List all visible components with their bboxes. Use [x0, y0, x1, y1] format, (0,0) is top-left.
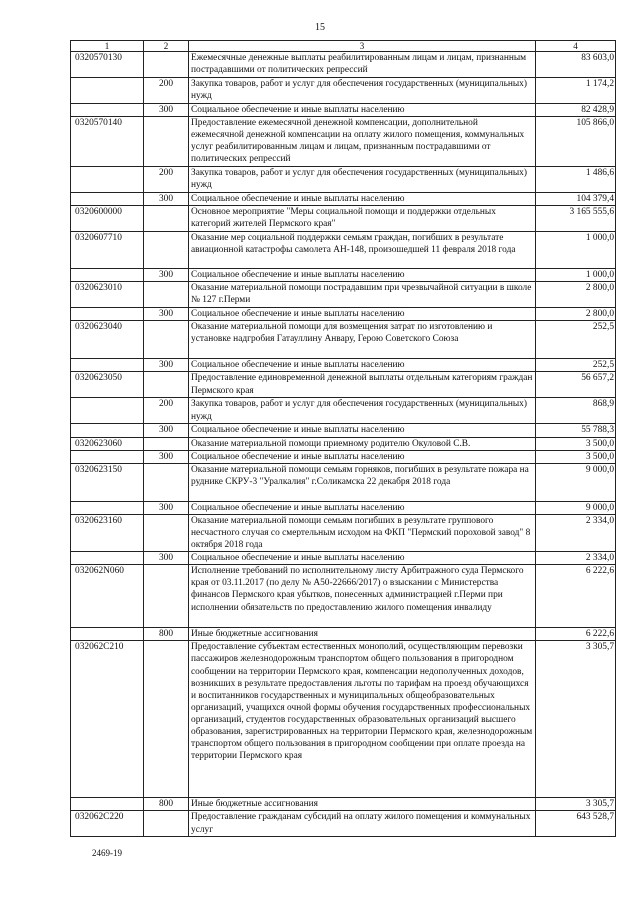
row-name-cell: Социальное обеспечение и иные выплаты населению: [189, 424, 536, 437]
row-amount-cell: 3 165 555,6: [536, 206, 616, 232]
row-expense-type-cell: 300: [144, 424, 189, 437]
row-name-cell: Иные бюджетные ассигнования: [189, 798, 536, 811]
table-row: [71, 193, 616, 206]
row-code-cell: [71, 424, 144, 437]
row-name-cell: Предоставление единовременной денежной выплаты отдельным категориям граждан Пермского края: [189, 372, 536, 398]
row-expense-type-cell: [144, 565, 189, 628]
row-amount-cell: 6 222,6: [536, 565, 616, 628]
row-expense-type-cell: 300: [144, 193, 189, 206]
column-header: 2: [144, 41, 189, 52]
row-expense-type-cell: [144, 321, 189, 359]
row-name-cell: Социальное обеспечение и иные выплаты населению: [189, 193, 536, 206]
row-code-cell: 0320623160: [71, 514, 144, 551]
row-code-cell: [71, 308, 144, 321]
page-number: 15: [315, 22, 325, 33]
row-amount-cell: 643 528,7: [536, 811, 616, 837]
row-code-cell: 0320570130: [71, 52, 144, 78]
row-code-cell: [71, 450, 144, 463]
column-header: 1: [71, 41, 144, 52]
table-row: [71, 424, 616, 437]
table-row: [71, 628, 616, 641]
row-name-cell: Социальное обеспечение и иные выплаты населению: [189, 104, 536, 117]
row-name-cell: Закупка товаров, работ и услуг для обеспечения государственных (муниципальных) нужд: [189, 78, 536, 104]
table-row: [71, 398, 616, 424]
row-code-cell: [71, 501, 144, 514]
table-row: [71, 104, 616, 117]
row-code-cell: 0320623040: [71, 321, 144, 359]
table-header-row: [71, 41, 616, 52]
row-amount-cell: 868,9: [536, 398, 616, 424]
row-amount-cell: 9 000,0: [536, 501, 616, 514]
row-amount-cell: 252,5: [536, 359, 616, 372]
row-name-cell: Оказание материальной помощи семьям погибших в результате группового несчастного случая со смертельным исходом на ФКП "Пермский пороховой завод" 8 октября 2018 года: [189, 514, 536, 551]
row-name-cell: Социальное обеспечение и иные выплаты населению: [189, 308, 536, 321]
row-expense-type-cell: 300: [144, 269, 189, 282]
row-expense-type-cell: 300: [144, 359, 189, 372]
row-name-cell: Закупка товаров, работ и услуг для обеспечения государственных (муниципальных) нужд: [189, 398, 536, 424]
row-code-cell: 0320600000: [71, 206, 144, 232]
row-name-cell: Социальное обеспечение и иные выплаты населению: [189, 269, 536, 282]
table-row: [71, 552, 616, 565]
row-amount-cell: 2 334,0: [536, 514, 616, 551]
table-row: [71, 501, 616, 514]
table-row: [71, 232, 616, 269]
row-name-cell: Социальное обеспечение и иные выплаты населению: [189, 359, 536, 372]
row-code-cell: [71, 104, 144, 117]
table-row: [71, 321, 616, 359]
row-amount-cell: 104 379,4: [536, 193, 616, 206]
row-expense-type-cell: [144, 206, 189, 232]
row-name-cell: Основное мероприятие "Меры социальной помощи и поддержки отдельных категорий жителей Пермского края": [189, 206, 536, 232]
row-expense-type-cell: 300: [144, 308, 189, 321]
row-expense-type-cell: [144, 232, 189, 269]
row-code-cell: 032062C220: [71, 811, 144, 837]
table-row: [71, 167, 616, 193]
table-row: [71, 811, 616, 837]
row-code-cell: [71, 552, 144, 565]
row-expense-type-cell: [144, 117, 189, 167]
row-name-cell: Предоставление гражданам субсидий на оплату жилого помещения и коммунальных услуг: [189, 811, 536, 837]
budget-table: [70, 40, 616, 837]
row-name-cell: Предоставление ежемесячной денежной компенсации, дополнительной ежемесячной денежной компенсации на оплату жилого помещения, коммунальных услуг реабилитированным лицам и лицам, признанным пострадавшими от политических репрессий: [189, 117, 536, 167]
row-amount-cell: 2 334,0: [536, 552, 616, 565]
row-amount-cell: 1 486,6: [536, 167, 616, 193]
row-expense-type-cell: [144, 641, 189, 798]
row-name-cell: Оказание мер социальной поддержки семьям граждан, погибших в результате авиационной катастрофы самолета АН-148, произошедшей 11 февраля 2018 года: [189, 232, 536, 269]
row-expense-type-cell: 200: [144, 167, 189, 193]
row-amount-cell: 3 500,0: [536, 437, 616, 450]
row-name-cell: Закупка товаров, работ и услуг для обеспечения государственных (муниципальных) нужд: [189, 167, 536, 193]
row-expense-type-cell: 300: [144, 501, 189, 514]
row-code-cell: [71, 628, 144, 641]
row-name-cell: Социальное обеспечение и иные выплаты населению: [189, 501, 536, 514]
row-name-cell: Оказание материальной помощи для возмещения затрат по изготовлению и установке надгробия Гатауллину Анвару, Герою Советского Союза: [189, 321, 536, 359]
row-expense-type-cell: [144, 282, 189, 308]
row-amount-cell: 55 788,3: [536, 424, 616, 437]
row-expense-type-cell: [144, 463, 189, 501]
row-expense-type-cell: [144, 514, 189, 551]
row-amount-cell: 82 428,9: [536, 104, 616, 117]
row-code-cell: [71, 398, 144, 424]
row-name-cell: Социальное обеспечение и иные выплаты населению: [189, 552, 536, 565]
row-expense-type-cell: 300: [144, 450, 189, 463]
row-code-cell: [71, 269, 144, 282]
table-row: [71, 206, 616, 232]
table-row: [71, 450, 616, 463]
row-amount-cell: 105 866,0: [536, 117, 616, 167]
table-row: [71, 359, 616, 372]
row-name-cell: Социальное обеспечение и иные выплаты населению: [189, 450, 536, 463]
row-name-cell: Оказание материальной помощи семьям горняков, погибших в результате пожара на руднике СКРУ-3 "Уралкалия" г.Соликамска 22 декабря 2018 года: [189, 463, 536, 501]
table-row: [71, 269, 616, 282]
row-name-cell: Предоставление субъектам естественных монополий, осуществляющим перевозки пассажиров железнодорожным транспортом общего пользования в пригородном сообщении на территории Пермского края, компенсации недополученных доходов, возникших в результате предоставления льготы по тарифам на проезд обучающихся и воспитанников государственных и муниципальных общеобразовательных организаций, учащихся очной формы обучения государственных профессиональных организаций, студентов государственных образовательных организаций высшего образования, зарегистрированных на территории Пермского края, железнодорожным транспортом общего пользования в пригородном сообщении при оплате проезда на территории Пермского края: [189, 641, 536, 798]
row-amount-cell: 2 800,0: [536, 282, 616, 308]
row-amount-cell: 83 603,0: [536, 52, 616, 78]
row-amount-cell: 6 222,6: [536, 628, 616, 641]
row-amount-cell: 1 174,2: [536, 78, 616, 104]
row-expense-type-cell: [144, 811, 189, 837]
row-code-cell: 0320570140: [71, 117, 144, 167]
table-row: [71, 372, 616, 398]
row-name-cell: Оказание материальной помощи приемному родителю Окуловой С.В.: [189, 437, 536, 450]
row-expense-type-cell: [144, 52, 189, 78]
row-code-cell: [71, 193, 144, 206]
document-code: 2469-19: [92, 848, 122, 858]
row-code-cell: 0320607710: [71, 232, 144, 269]
row-expense-type-cell: 800: [144, 628, 189, 641]
row-code-cell: 032062N060: [71, 565, 144, 628]
row-code-cell: [71, 78, 144, 104]
row-code-cell: 0320623010: [71, 282, 144, 308]
table-row: [71, 78, 616, 104]
row-name-cell: Исполнение требований по исполнительному листу Арбитражного суда Пермского края от 03.11.2017 (по делу № А50-22666/2017) о взыскании с Министерства финансов Пермского края убытков, понесенных администрацией г.Перми при исполнении обязательств по предоставлению жилого помещения инвалиду: [189, 565, 536, 628]
row-amount-cell: 56 657,2: [536, 372, 616, 398]
row-code-cell: [71, 798, 144, 811]
row-amount-cell: 3 305,7: [536, 641, 616, 798]
table-row: [71, 308, 616, 321]
row-code-cell: 032062C210: [71, 641, 144, 798]
table-row: [71, 514, 616, 551]
table-row: [71, 282, 616, 308]
table-row: [71, 565, 616, 628]
row-expense-type-cell: 800: [144, 798, 189, 811]
row-code-cell: [71, 167, 144, 193]
row-name-cell: Оказание материальной помощи пострадавшим при чрезвычайной ситуации в школе № 127 г.Перми: [189, 282, 536, 308]
row-code-cell: 0320623150: [71, 463, 144, 501]
table-row: [71, 798, 616, 811]
row-name-cell: Иные бюджетные ассигнования: [189, 628, 536, 641]
row-amount-cell: 252,5: [536, 321, 616, 359]
row-code-cell: 0320623060: [71, 437, 144, 450]
row-code-cell: 0320623050: [71, 372, 144, 398]
column-header: 4: [536, 41, 616, 52]
table-row: [71, 117, 616, 167]
row-expense-type-cell: [144, 437, 189, 450]
row-code-cell: [71, 359, 144, 372]
row-amount-cell: 1 000,0: [536, 232, 616, 269]
row-amount-cell: 3 500,0: [536, 450, 616, 463]
row-expense-type-cell: 300: [144, 552, 189, 565]
row-expense-type-cell: 200: [144, 398, 189, 424]
row-expense-type-cell: [144, 372, 189, 398]
row-expense-type-cell: 300: [144, 104, 189, 117]
table-row: [71, 641, 616, 798]
row-amount-cell: 2 800,0: [536, 308, 616, 321]
table-row: [71, 437, 616, 450]
row-amount-cell: 3 305,7: [536, 798, 616, 811]
table-row: [71, 52, 616, 78]
row-amount-cell: 1 000,0: [536, 269, 616, 282]
row-expense-type-cell: 200: [144, 78, 189, 104]
row-name-cell: Ежемесячные денежные выплаты реабилитированным лицам и лицам, признанным пострадавшими от политических репрессий: [189, 52, 536, 78]
column-header: 3: [189, 41, 536, 52]
row-amount-cell: 9 000,0: [536, 463, 616, 501]
table-row: [71, 463, 616, 501]
